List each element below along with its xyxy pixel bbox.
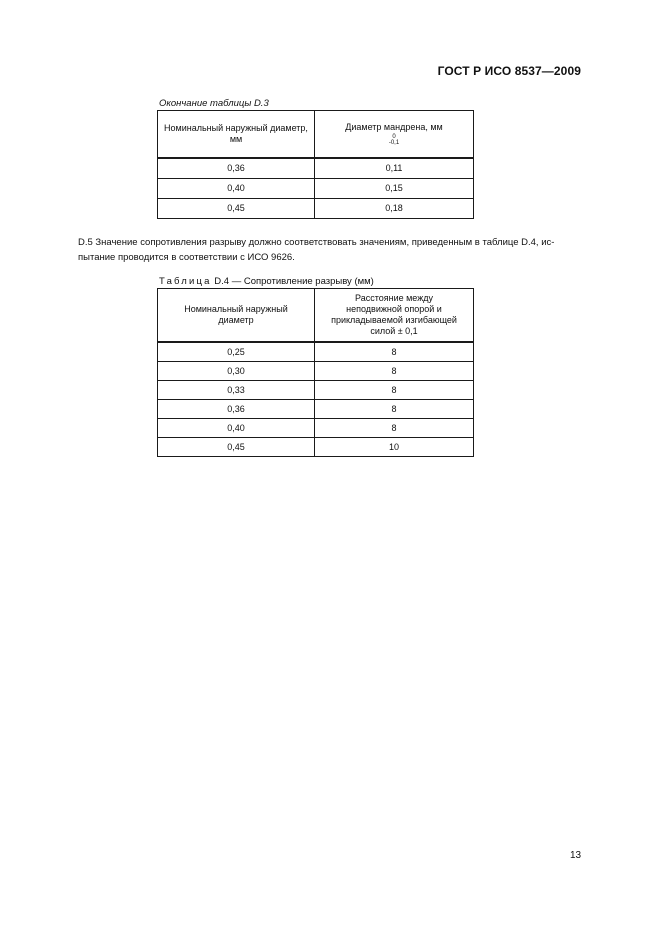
table-row <box>158 419 474 438</box>
tolerance-lower: -0,1 <box>388 140 400 146</box>
table-row <box>158 438 474 457</box>
table-cell: 0,40 <box>158 419 315 438</box>
header-label: Расстояние между неподвижной опорой и прикладываемой изгибающей силой ± 0,1 <box>331 293 457 336</box>
table-header-row <box>158 289 474 343</box>
table-cell: 0,25 <box>158 342 315 362</box>
table-cell: 0,11 <box>315 158 474 179</box>
table-row <box>158 342 474 362</box>
table-cell: 8 <box>315 362 474 381</box>
table-cell: 8 <box>315 400 474 419</box>
table-cell: 0,40 <box>158 179 315 199</box>
paragraph-line: пытание проводится в соответствии с ИСО 9626. <box>78 252 295 263</box>
table-header-row <box>158 111 474 159</box>
table-d3-caption: Окончание таблицы D.3 <box>159 98 269 109</box>
header-label: Номинальный наружный диаметр, мм <box>164 123 308 144</box>
table-cell: 0,30 <box>158 362 315 381</box>
caption-prefix: Таблица <box>159 276 212 287</box>
tolerance <box>319 134 469 146</box>
table-cell: 8 <box>315 419 474 438</box>
document-standard-header: ГОСТ Р ИСО 8537—2009 <box>437 64 581 78</box>
page-number: 13 <box>570 850 582 861</box>
caption-text: D.4 — Сопротивление разрыву (мм) <box>214 276 374 287</box>
table-row <box>158 381 474 400</box>
table-row <box>158 158 474 179</box>
table-cell: 0,15 <box>315 179 474 199</box>
header-label: Номинальный наружный диаметр <box>184 304 288 325</box>
table-cell: 0,36 <box>158 158 315 179</box>
table-cell: 8 <box>315 381 474 400</box>
table-cell: 0,45 <box>158 438 315 457</box>
table-cell: 10 <box>315 438 474 457</box>
header-label: Диаметр мандрена, мм <box>345 122 443 132</box>
table-d4 <box>157 288 474 457</box>
column-header-nominal-diameter <box>158 289 315 343</box>
table-d3 <box>157 110 474 219</box>
table-cell: 0,45 <box>158 199 315 219</box>
table-d4-caption <box>159 276 374 287</box>
table-cell: 0,18 <box>315 199 474 219</box>
column-header-mandrel-diameter <box>315 111 474 159</box>
column-header-nominal-diameter <box>158 111 315 159</box>
column-header-support-distance <box>315 289 474 343</box>
paragraph-d5 <box>80 235 582 265</box>
table-cell: 0,36 <box>158 400 315 419</box>
table-row <box>158 400 474 419</box>
table-row <box>158 362 474 381</box>
table-row <box>158 179 474 199</box>
table-cell: 0,33 <box>158 381 315 400</box>
table-cell: 8 <box>315 342 474 362</box>
paragraph-line: D.5 Значение сопротивления разрыву должно соответствовать значениям, приведенным в таблице D.4, ис- <box>78 237 555 248</box>
table-row <box>158 199 474 219</box>
tolerance-upper: 0 <box>392 134 396 140</box>
